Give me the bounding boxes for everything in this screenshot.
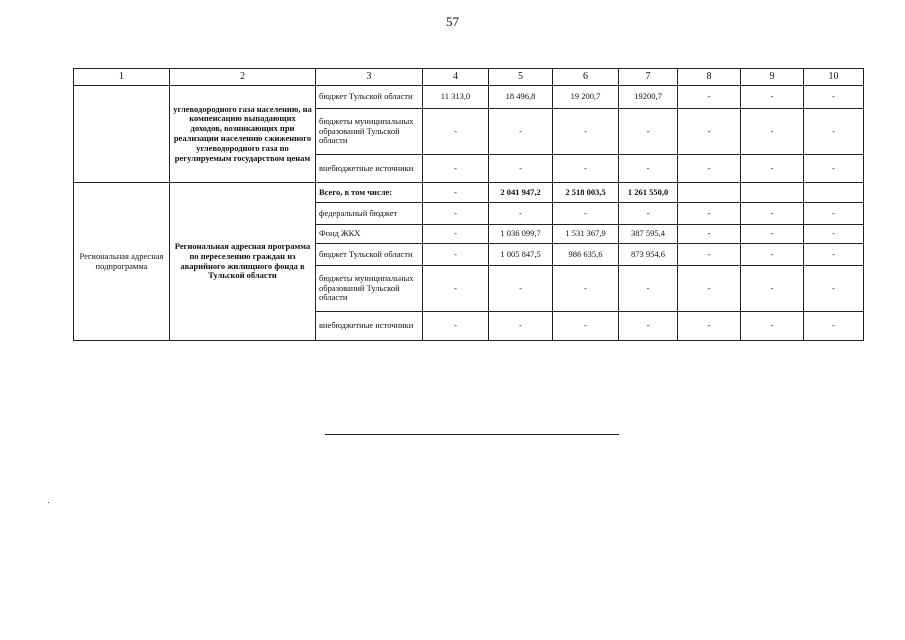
funding-source-cell: Всего, в том числе: (316, 183, 423, 203)
funding-source-cell: бюджеты муниципальных образований Тульской области (316, 266, 423, 312)
value-cell: - (804, 225, 864, 244)
value-cell: - (553, 312, 619, 341)
funding-source-cell: бюджеты муниципальных образований Тульской области (316, 109, 423, 155)
value-cell: - (553, 109, 619, 155)
value-cell: - (619, 312, 678, 341)
value-cell: - (804, 155, 864, 183)
value-cell: - (741, 109, 804, 155)
value-cell: - (423, 266, 489, 312)
value-cell: - (741, 266, 804, 312)
value-cell: - (553, 203, 619, 225)
value-cell: - (678, 86, 741, 109)
value-cell: - (678, 266, 741, 312)
value-cell: - (741, 203, 804, 225)
header-cell: 5 (489, 69, 553, 86)
value-cell: - (423, 312, 489, 341)
header-cell: 7 (619, 69, 678, 86)
value-cell: - (804, 203, 864, 225)
header-cell: 10 (804, 69, 864, 86)
value-cell: - (678, 109, 741, 155)
page-number: 57 (446, 14, 459, 29)
value-cell: - (619, 266, 678, 312)
value-cell: - (678, 244, 741, 266)
value-cell: - (741, 225, 804, 244)
program-type-cell (74, 86, 170, 183)
value-cell: 1 531 367,9 (553, 225, 619, 244)
value-cell: - (804, 244, 864, 266)
value-cell: - (619, 203, 678, 225)
value-cell: - (741, 86, 804, 109)
value-cell: 18 496,8 (489, 86, 553, 109)
value-cell: - (489, 266, 553, 312)
value-cell: - (804, 109, 864, 155)
value-cell: - (489, 312, 553, 341)
scan-speck (48, 502, 49, 503)
funding-source-cell: бюджет Тульской области (316, 86, 423, 109)
funding-source-cell: внебюджетные источники (316, 312, 423, 341)
value-cell: - (804, 86, 864, 109)
value-cell: - (423, 183, 489, 203)
value-cell: - (741, 244, 804, 266)
value-cell: - (553, 266, 619, 312)
table-row (74, 183, 864, 203)
header-cell: 4 (423, 69, 489, 86)
funding-source-cell: внебюджетные источники (316, 155, 423, 183)
value-cell: 19 200,7 (553, 86, 619, 109)
header-cell: 6 (553, 69, 619, 86)
table-row (74, 86, 864, 109)
funding-source-cell: федеральный бюджет (316, 203, 423, 225)
header-cell: 3 (316, 69, 423, 86)
value-cell: - (678, 312, 741, 341)
value-cell: - (804, 266, 864, 312)
value-cell: - (678, 225, 741, 244)
value-cell: 1 261 550,0 (619, 183, 678, 203)
budget-table (73, 68, 864, 341)
value-cell: - (678, 203, 741, 225)
value-cell: - (423, 225, 489, 244)
header-cell: 1 (74, 69, 170, 86)
value-cell: - (619, 109, 678, 155)
value-cell: 387 595,4 (619, 225, 678, 244)
value-cell (678, 183, 741, 203)
value-cell: - (741, 155, 804, 183)
value-cell: - (423, 244, 489, 266)
value-cell: - (423, 155, 489, 183)
value-cell: 1 005 847,5 (489, 244, 553, 266)
value-cell: - (553, 155, 619, 183)
value-cell: 19200,7 (619, 86, 678, 109)
program-type-cell: Региональная адресная подпрограмма (74, 183, 170, 341)
funding-source-cell: бюджет Тульской области (316, 244, 423, 266)
value-cell: - (678, 155, 741, 183)
program-name-cell: углеводородного газа населению, на компенсацию выпадающих доходов, возникающих при реализации населению сжиженного углеводородного газа по регулируемым государством ценам (170, 86, 316, 183)
header-row (74, 69, 864, 86)
value-cell: 2 041 947,2 (489, 183, 553, 203)
value-cell: - (489, 155, 553, 183)
end-rule (325, 434, 619, 435)
value-cell (804, 183, 864, 203)
program-name-cell: Региональная адресная программа по переселению граждан из аварийного жилищного фонда в Тульской области (170, 183, 316, 341)
value-cell: - (489, 109, 553, 155)
value-cell (741, 183, 804, 203)
header-cell: 8 (678, 69, 741, 86)
value-cell: - (619, 155, 678, 183)
value-cell: 11 313,0 (423, 86, 489, 109)
value-cell: - (741, 312, 804, 341)
value-cell: 1 036 099,7 (489, 225, 553, 244)
value-cell: - (804, 312, 864, 341)
value-cell: - (489, 203, 553, 225)
header-cell: 9 (741, 69, 804, 86)
funding-source-cell: Фонд ЖКХ (316, 225, 423, 244)
header-cell: 2 (170, 69, 316, 86)
value-cell: 873 954,6 (619, 244, 678, 266)
value-cell: 986 635,6 (553, 244, 619, 266)
value-cell: - (423, 109, 489, 155)
value-cell: 2 518 003,5 (553, 183, 619, 203)
value-cell: - (423, 203, 489, 225)
